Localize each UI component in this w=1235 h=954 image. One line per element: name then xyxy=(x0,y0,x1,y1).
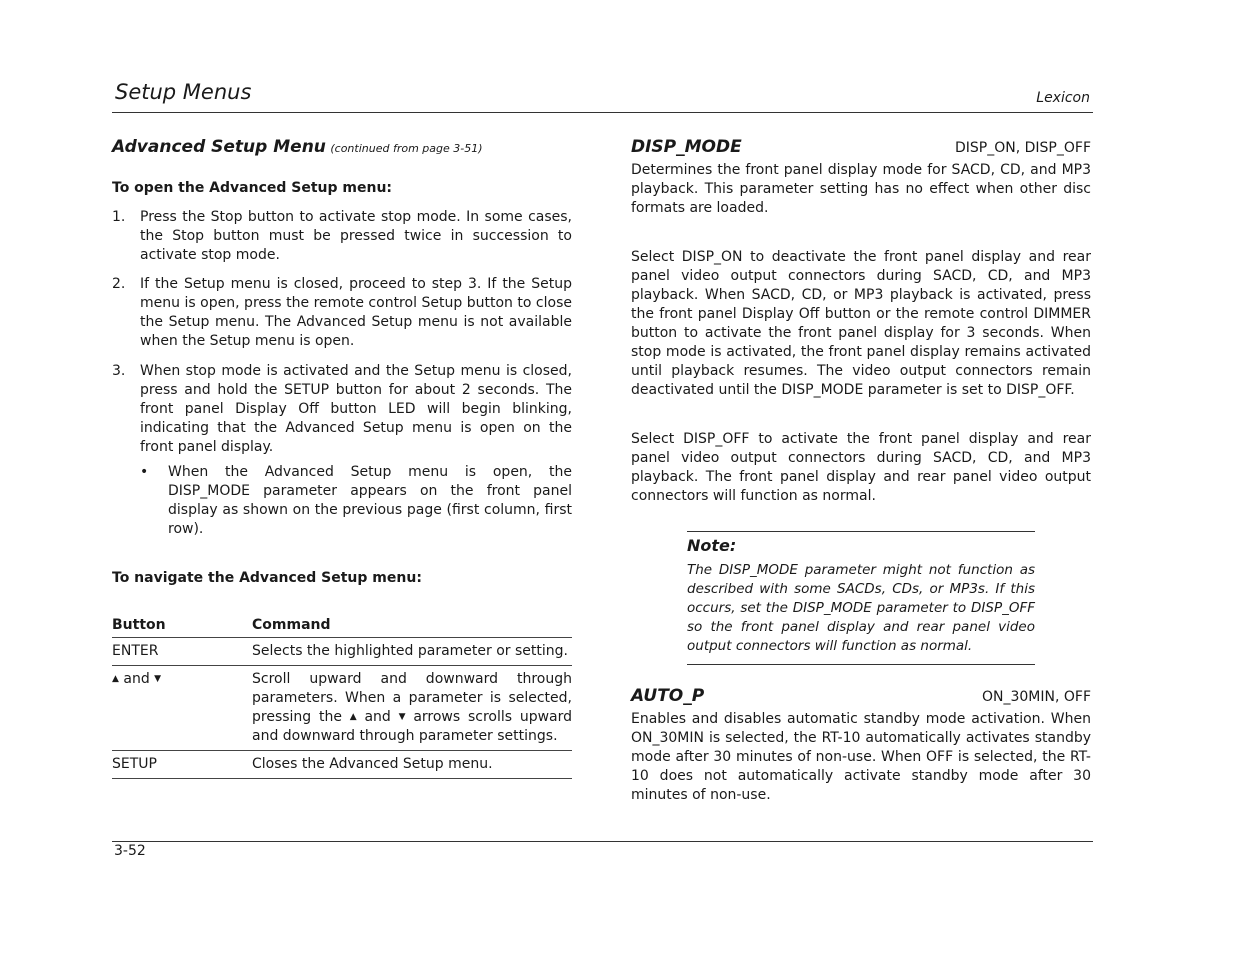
step-text: When stop mode is activated and the Setup menu is closed, press and hold the SETUP button for about 2 seconds. The front panel Display Off button LED will begin blinking, indicating that the Advanced Setup menu is open on the front panel display. xyxy=(140,363,572,455)
step-item xyxy=(112,275,572,351)
disp-mode-heading-row xyxy=(631,138,1091,158)
cell-button: SETUP xyxy=(112,751,252,779)
down-arrow-icon: ▼ xyxy=(154,674,162,684)
disp-mode-title: DISP_MODE xyxy=(631,137,742,157)
bullet-item xyxy=(140,463,572,539)
table-header-row xyxy=(112,616,572,638)
column-header-command: Command xyxy=(252,616,572,638)
page-header-title: Setup Menus xyxy=(115,80,252,104)
cell-button xyxy=(112,666,252,751)
note-title: Note: xyxy=(687,536,737,555)
command-text-part1: Scroll upward and downward through parameters. When a parameter is selected, pressing the xyxy=(252,671,572,725)
step-item xyxy=(112,362,572,457)
disp-mode-paragraph: Select DISP_ON to deactivate the front panel display and rear panel video output connectors during SACD, CD, and MP3 playback. When SACD, CD, or MP3 playback is activated, press the front panel Display Off button or the remote control DIMMER button to activate the front panel display for 3 seconds. When stop mode is activated, the front panel display remains activated until playback resumes. The video output connectors remain deactivated until the DISP_MODE parameter is set to DISP_OFF. xyxy=(631,249,1091,398)
step-text: If the Setup menu is closed, proceed to step 3. If the Setup menu is open, press the remote control Setup button to close the Setup menu. The Advanced Setup menu is not available when the Setup menu is open. xyxy=(140,276,572,349)
header-rule xyxy=(112,112,1093,113)
cell-command xyxy=(252,666,572,751)
left-column xyxy=(112,135,572,779)
command-and: and xyxy=(364,709,391,725)
page-number: 3-52 xyxy=(114,843,146,859)
table-row xyxy=(112,666,572,751)
disp-mode-values: DISP_ON, DISP_OFF xyxy=(955,140,1091,156)
cell-button: ENTER xyxy=(112,638,252,666)
header-brand: Lexicon xyxy=(1036,90,1090,106)
note-text: The DISP_MODE parameter might not function as described with some SACDs, CDs, or MP3s. If this occurs, set the DISP_MODE parameter to DISP_OFF so the front panel display and rear panel video output connectors will function as normal. xyxy=(687,562,1035,654)
navigate-menu-heading: To navigate the Advanced Setup menu: xyxy=(112,570,422,586)
step-text: Press the Stop button to activate stop mode. In some cases, the Stop button must be pressed twice in succession to activate stop mode. xyxy=(140,209,572,263)
cell-command: Closes the Advanced Setup menu. xyxy=(252,751,572,779)
up-arrow-icon: ▲ xyxy=(349,712,357,722)
command-text-part2: arrows scrolls upward and downward through parameter settings. xyxy=(252,709,573,744)
open-menu-heading: To open the Advanced Setup menu: xyxy=(112,180,393,196)
up-arrow-icon: ▲ xyxy=(112,674,119,684)
auto-p-title: AUTO_P xyxy=(631,686,705,706)
section-heading xyxy=(112,138,572,158)
note-box xyxy=(687,531,1035,665)
right-column xyxy=(631,135,1091,805)
column-header-button: Button xyxy=(112,616,252,638)
section-continued-note: (continued from page 3-51) xyxy=(330,142,483,155)
open-steps-list xyxy=(112,208,572,457)
table-row xyxy=(112,638,572,666)
auto-p-values: ON_30MIN, OFF xyxy=(981,689,1091,705)
step-number: 1. xyxy=(112,209,126,225)
bullet-text: When the Advanced Setup menu is open, the DISP_MODE parameter appears on the front panel display as shown on the previous page (first column, first row). xyxy=(168,464,572,537)
command-table xyxy=(112,616,572,779)
footer-rule xyxy=(112,841,1093,842)
auto-p-paragraph: Enables and disables automatic standby mode activation. When ON_30MIN is selected, the RT-10 automatically activates standby mode after 30 minutes of non-use. When OFF is selected, the RT-10 does not automatically activate standby mode after 30 minutes of non-use. xyxy=(631,711,1091,803)
section-title: Advanced Setup Menu xyxy=(112,137,326,157)
cell-command: Selects the highlighted parameter or setting. xyxy=(252,638,572,666)
bullet-mark: • xyxy=(140,464,149,480)
step-number: 3. xyxy=(112,363,126,379)
disp-mode-paragraph: Select DISP_OFF to activate the front panel display and rear panel video output connectors during SACD, CD, and MP3 playback. The front panel display and rear panel video output connectors will function as normal. xyxy=(631,431,1091,504)
and-label: and xyxy=(123,671,150,687)
step-number: 2. xyxy=(112,276,126,292)
disp-mode-paragraph: Determines the front panel display mode for SACD, CD, and MP3 playback. This parameter setting has no effect when other disc formats are loaded. xyxy=(631,162,1091,216)
auto-p-heading-row xyxy=(631,687,1091,707)
down-arrow-icon: ▼ xyxy=(398,712,406,722)
table-row xyxy=(112,751,572,779)
step-item xyxy=(112,208,572,265)
